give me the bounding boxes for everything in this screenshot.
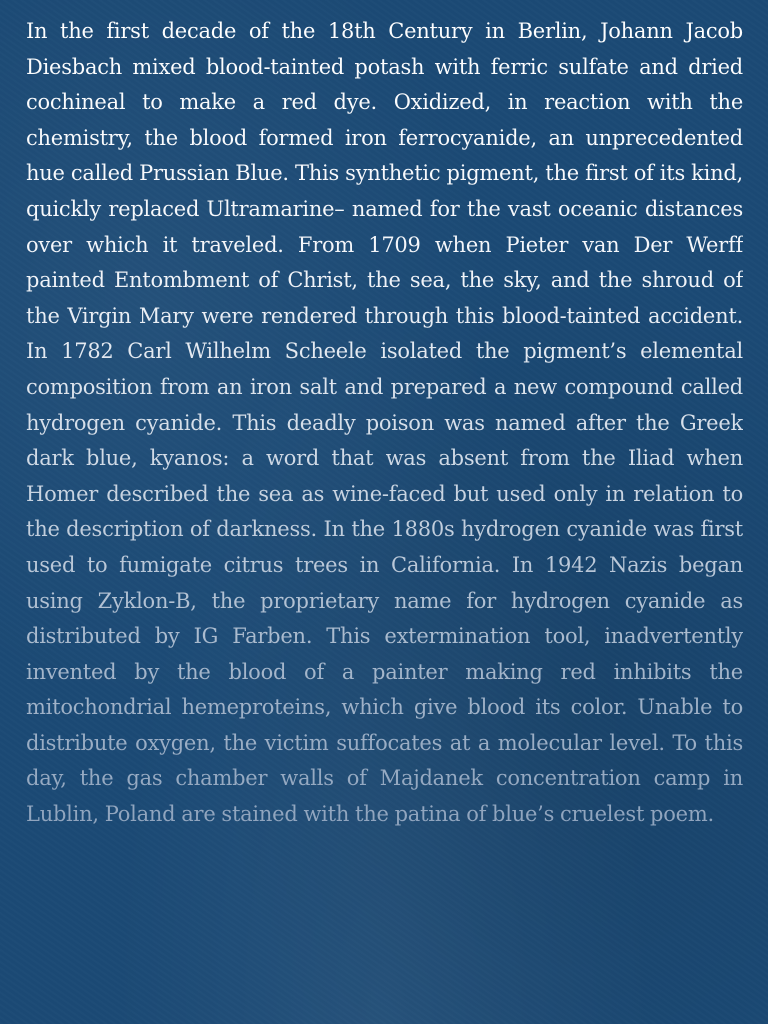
- essay-paragraph: In the first decade of the 18th Century in Berlin, Johann Jacob Diesbach mixed blood-tainted potash with ferric sulfate and dried cochineal to make a red dye. Oxidized, in reaction with the chemistry, the blood formed iron ferrocyanide, an unprecedented hue called Prussian Blue. This synthetic pigment, the first of its kind, quickly replaced Ultramarine– named for the vast oceanic distances over which it traveled. From 1709 when Pieter van Der Werff painted Entombment of Christ, the sea, the sky, and the shroud of the Virgin Mary were rendered through this blood-tainted accident. In 1782 Carl Wilhelm Scheele isolated the pigment’s elemental composition from an iron salt and prepared a new compound called hydrogen cyanide. This deadly poison was named after the Greek dark blue, kyanos: a word that was absent from the Iliad when Homer described the sea as wine-faced but used only in relation to the description of darkness. In the 1880s hydrogen cyanide was first used to fumigate citrus trees in California. In 1942 Nazis began using Zyklon-B, the proprietary name for hydrogen cyanide as distributed by IG Farben. This extermination tool, inadvertently invented by the blood of a painter making red inhibits the mitochondrial hemeproteins, which give blood its color. Unable to distribute oxygen, the victim suffocates at a molecular level. To this day, the gas chamber walls of Majdanek concentration camp in Lublin, Poland are stained with the patina of blue’s cruelest poem.: [26, 14, 743, 833]
